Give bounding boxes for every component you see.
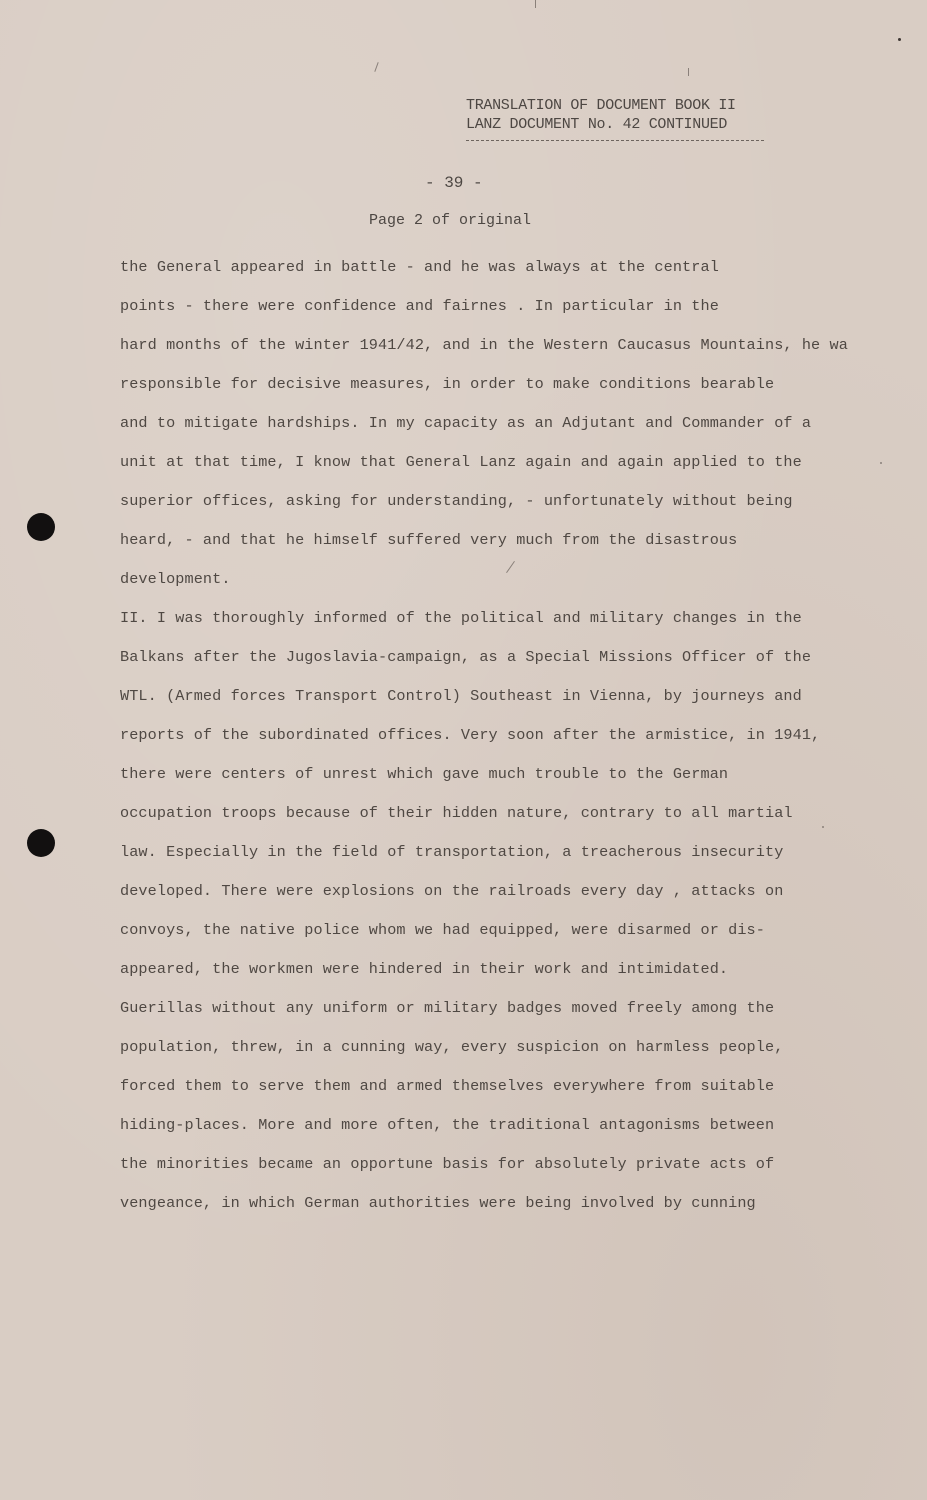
paper-mark bbox=[535, 0, 536, 8]
text-line: developed. There were explosions on the railroads every day , attacks on bbox=[120, 882, 784, 900]
header-title: TRANSLATION OF DOCUMENT BOOK II bbox=[466, 97, 736, 114]
text-line: Guerillas without any uniform or military badges moved freely among the bbox=[120, 999, 775, 1017]
text-line: Balkans after the Jugoslavia-campaign, as a Special Missions Officer of the bbox=[120, 648, 812, 666]
paper-mark bbox=[374, 62, 378, 72]
text-line: points - there were confidence and fairnes . In particular in the bbox=[120, 297, 719, 315]
text-line: superior offices, asking for understanding, - unfortunately without being bbox=[120, 492, 793, 510]
text-line: vengeance, in which German authorities were being involved by cunning bbox=[120, 1194, 756, 1212]
page-number: - 39 - bbox=[425, 174, 483, 192]
text-line: heard, - and that he himself suffered very much from the disastrous bbox=[120, 531, 738, 549]
punch-hole bbox=[27, 829, 55, 857]
punch-hole bbox=[27, 513, 55, 541]
text-line: WTL. (Armed forces Transport Control) Southeast in Vienna, by journeys and bbox=[120, 687, 802, 705]
paper-mark bbox=[688, 68, 689, 76]
text-line: unit at that time, I know that General Lanz again and again applied to the bbox=[120, 453, 802, 471]
text-line: forced them to serve them and armed themselves everywhere from suitable bbox=[120, 1077, 775, 1095]
text-line: II. I was thoroughly informed of the political and military changes in the bbox=[120, 609, 802, 627]
header-subtitle: LANZ DOCUMENT No. 42 CONTINUED bbox=[466, 116, 728, 133]
text-line: law. Especially in the field of transportation, a treacherous insecurity bbox=[120, 843, 784, 861]
text-line: the minorities became an opportune basis for absolutely private acts of bbox=[120, 1155, 775, 1173]
body-text bbox=[120, 248, 890, 1223]
text-line: development. bbox=[120, 570, 231, 588]
text-line: reports of the subordinated offices. Very soon after the armistice, in 1941, bbox=[120, 726, 821, 744]
text-line: population, threw, in a cunning way, every suspicion on harmless people, bbox=[120, 1038, 784, 1056]
text-line: occupation troops because of their hidden nature, contrary to all martial bbox=[120, 804, 793, 822]
text-line: the General appeared in battle - and he was always at the central bbox=[120, 258, 719, 276]
text-line: there were centers of unrest which gave much trouble to the German bbox=[120, 765, 729, 783]
page-of-original: Page 2 of original bbox=[369, 212, 532, 229]
document-header bbox=[466, 96, 786, 141]
text-line: convoys, the native police whom we had equipped, were disarmed or dis- bbox=[120, 921, 765, 939]
header-divider bbox=[466, 140, 764, 141]
text-line: responsible for decisive measures, in order to make conditions bearable bbox=[120, 375, 775, 393]
text-line: appeared, the workmen were hindered in their work and intimidated. bbox=[120, 960, 729, 978]
text-line: hard months of the winter 1941/42, and in the Western Caucasus Mountains, he wa bbox=[120, 336, 848, 354]
paper-mark bbox=[898, 38, 901, 41]
text-line: hiding-places. More and more often, the traditional antagonisms between bbox=[120, 1116, 775, 1134]
text-line: and to mitigate hardships. In my capacity as an Adjutant and Commander of a bbox=[120, 414, 812, 432]
